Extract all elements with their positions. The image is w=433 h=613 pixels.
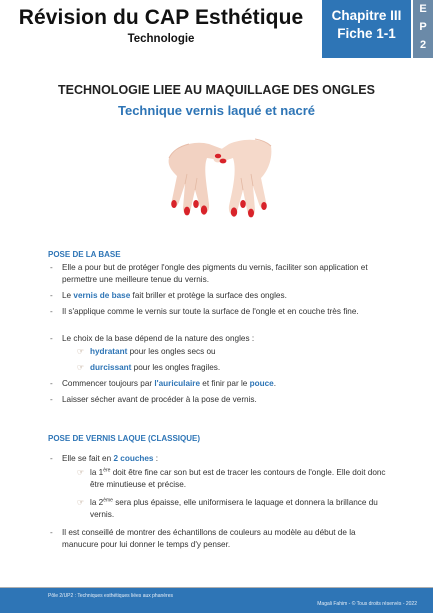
page-title: TECHNOLOGIE LIEE AU MAQUILLAGE DES ONGLES — [58, 83, 375, 97]
fiche-label: Fiche 1-1 — [337, 26, 396, 41]
chapter-label: Chapitre III — [331, 8, 402, 23]
page-subtitle: Technique vernis laqué et nacré — [118, 103, 315, 118]
sub-bullet-text: la 2 — [90, 498, 104, 507]
highlight-text: vernis de base — [73, 291, 131, 300]
ep-badge — [413, 0, 433, 58]
pointing-hand-icon: ☞ — [77, 347, 85, 356]
sub-bullet-text: la 1 — [90, 468, 104, 477]
bullet-text: Commencer toujours par — [62, 379, 155, 388]
bullet-item — [62, 394, 384, 406]
pointing-hand-icon: ☞ — [77, 363, 85, 372]
footer-course-label: Pôle 2/UP2 : Techniques esthétiques liées aux phanères — [48, 593, 173, 599]
highlight-text: hydratant — [90, 347, 128, 356]
highlight-text: durcissant — [90, 363, 132, 372]
bullet-text: Elle a pour but de protéger l'ongle des pigments du vernis, faciliter son application et permettre une meilleure tenue du vernis. — [62, 263, 368, 284]
document-title: Révision du CAP Esthétique — [18, 6, 304, 29]
hands-red-nails-image — [163, 128, 275, 228]
bullet-item — [62, 262, 384, 285]
bullet-item — [62, 378, 384, 390]
sub-bullet-text: pour les ongles secs ou — [127, 347, 216, 356]
bullet-text: Laisser sécher avant de procéder à la pose de vernis. — [62, 395, 257, 404]
section-title-pose-vernis: POSE DE VERNIS LAQUE (CLASSIQUE) — [48, 434, 201, 443]
pointing-hand-icon: ☞ — [77, 468, 85, 477]
bullet-item — [62, 453, 384, 465]
section-title-pose-base: POSE DE LA BASE — [48, 250, 121, 259]
footer-copyright: Magali Fahim - © Tous droits réservés - 2022 — [317, 601, 417, 607]
bullet-text: : — [153, 454, 159, 463]
ep-letter-p: P — [419, 21, 427, 33]
bullet-item — [62, 306, 384, 318]
bullet-text: Le choix de la base dépend de la nature des ongles : — [62, 334, 255, 343]
sub-bullet-item — [77, 467, 390, 490]
sub-bullet-text: doit être fine car son but est de tracer les contours de l'ongle. Elle doit donc être minutieuse et précise. — [90, 468, 386, 489]
chapter-badge — [322, 0, 411, 58]
superscript-text: ème — [103, 497, 113, 504]
page-footer — [0, 588, 433, 613]
sub-bullet-item — [77, 346, 390, 358]
bullet-text: . — [273, 379, 277, 388]
bullet-item — [62, 290, 384, 302]
ep-letter-2: 2 — [419, 39, 427, 51]
ep-letter-e: E — [419, 3, 427, 15]
pointing-hand-icon: ☞ — [77, 498, 85, 507]
bullet-text: Elle se fait en — [62, 454, 114, 463]
sub-bullet-item — [77, 497, 390, 520]
sub-bullet-text: sera plus épaisse, elle uniformisera le laquage et donnera la brillance du vernis. — [90, 498, 378, 519]
bullet-text: Il est conseillé de montrer des échantillons de couleurs au modèle au début de la manucure pour lui donner le temps d'y penser. — [62, 528, 356, 549]
sub-bullet-text: pour les ongles fragiles. — [131, 363, 221, 372]
document-subtitle: Technologie — [127, 33, 195, 45]
superscript-text: ère — [103, 467, 111, 474]
bullet-text: fait briller et protège la surface des ongles. — [130, 291, 287, 300]
bullet-text: Le — [62, 291, 74, 300]
bullet-item — [62, 333, 384, 345]
highlight-text: 2 couches — [113, 454, 154, 463]
sub-bullet-item — [77, 362, 390, 374]
bullet-text: Il s'applique comme le vernis sur toute la surface de l'ongle et en couche très fine. — [62, 307, 359, 316]
highlight-text: pouce — [249, 379, 274, 388]
bullet-item — [62, 527, 384, 550]
bullet-text: et finir par le — [200, 379, 250, 388]
highlight-text: l'auriculaire — [154, 379, 201, 388]
